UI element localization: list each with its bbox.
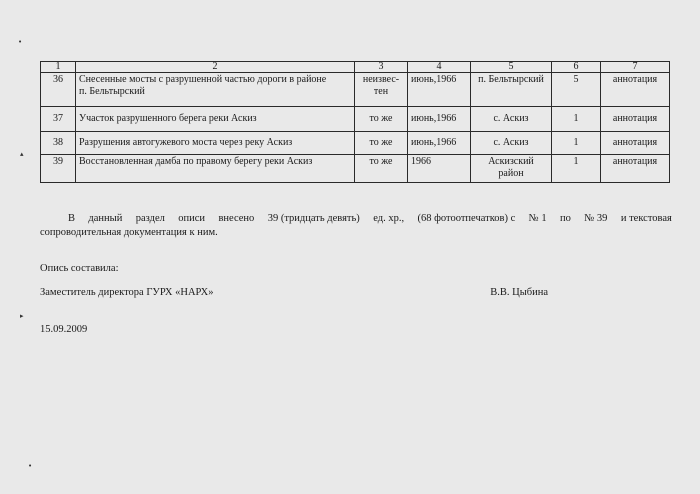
row-title (76, 73, 355, 107)
summary-word: данный (88, 213, 123, 224)
header-cell: 4 (408, 62, 471, 73)
table-row (41, 155, 670, 183)
row-place-line: район (498, 168, 524, 179)
row-title-line: Снесенные мосты с разрушенной частью дороги в районе (79, 74, 327, 85)
summary-line: сопроводительная документация к ним. (40, 227, 218, 238)
summary-word: по (559, 213, 571, 224)
summary-line (40, 212, 672, 226)
row-title: Восстановленная дамба по правому берегу реки Аскиз (76, 155, 355, 183)
row-date: июнь,1966 (408, 73, 471, 107)
row-place (471, 73, 552, 107)
summary-word: № 39 (584, 213, 608, 224)
row-number: 38 (41, 132, 76, 155)
table-row (41, 73, 670, 107)
row-place-line: Аскизский (488, 156, 534, 167)
row-date: июнь,1966 (408, 132, 471, 155)
row-number: 39 (41, 155, 76, 183)
summary-word: 39 (тридцать девять) (267, 213, 360, 224)
inventory-table (40, 61, 670, 183)
scan-speck-dot-icon: ▸ (20, 312, 24, 320)
row-author-line: тен (373, 86, 389, 97)
signer-position: Заместитель директора ГУРХ «НАРХ» (40, 287, 214, 298)
scan-speck-dot-icon: ▴ (20, 150, 24, 158)
summary-word: раздел (135, 213, 165, 224)
row-count: 1 (552, 155, 601, 183)
row-title: Участок разрушенного берега реки Аскиз (76, 107, 355, 132)
scan-speck-dot-icon: • (18, 38, 23, 46)
header-cell: 7 (601, 62, 670, 73)
header-cell: 5 (471, 62, 552, 73)
summary-word: № 1 (528, 213, 547, 224)
summary-word: ед. хр., (373, 213, 405, 224)
header-cell: 1 (41, 62, 76, 73)
row-author: то же (355, 155, 408, 183)
summary-paragraph (40, 212, 672, 240)
row-count: 1 (552, 132, 601, 155)
row-note: аннотация (601, 132, 670, 155)
row-title-line: п. Бельтырский (79, 86, 145, 97)
row-date: 1966 (408, 155, 471, 183)
row-author: то же (355, 107, 408, 132)
table-row (41, 132, 670, 155)
compiled-by-label: Опись составила: (40, 263, 119, 274)
row-title: Разрушения автогужевого моста через реку Аскиз (76, 132, 355, 155)
row-count: 5 (552, 73, 601, 107)
row-number: 36 (41, 73, 76, 107)
table-row (41, 107, 670, 132)
row-place-line: п. Бельтырский (478, 74, 544, 85)
signer-name: В.В. Цыбина (490, 287, 548, 298)
header-cell: 2 (76, 62, 355, 73)
row-note: аннотация (601, 107, 670, 132)
summary-word: внесено (218, 213, 255, 224)
row-note: аннотация (601, 73, 670, 107)
header-cell: 3 (355, 62, 408, 73)
row-place: с. Аскиз (471, 132, 552, 155)
row-author-line: неизвес- (362, 74, 400, 85)
row-note: аннотация (601, 155, 670, 183)
row-author (355, 73, 408, 107)
summary-word: описи (178, 213, 206, 224)
document-date: 15.09.2009 (40, 324, 88, 335)
summary-word: В (68, 213, 76, 224)
row-count: 1 (552, 107, 601, 132)
summary-word: (68 фотоотпечатков) с (417, 213, 516, 224)
row-number: 37 (41, 107, 76, 132)
summary-word: и текстовая (620, 213, 672, 224)
row-place: с. Аскиз (471, 107, 552, 132)
row-date: июнь,1966 (408, 107, 471, 132)
table-header-row (41, 62, 670, 73)
row-author: то же (355, 132, 408, 155)
signature-row (40, 287, 548, 298)
row-place (471, 155, 552, 183)
header-cell: 6 (552, 62, 601, 73)
scan-speck-dot-icon: • (28, 462, 33, 470)
